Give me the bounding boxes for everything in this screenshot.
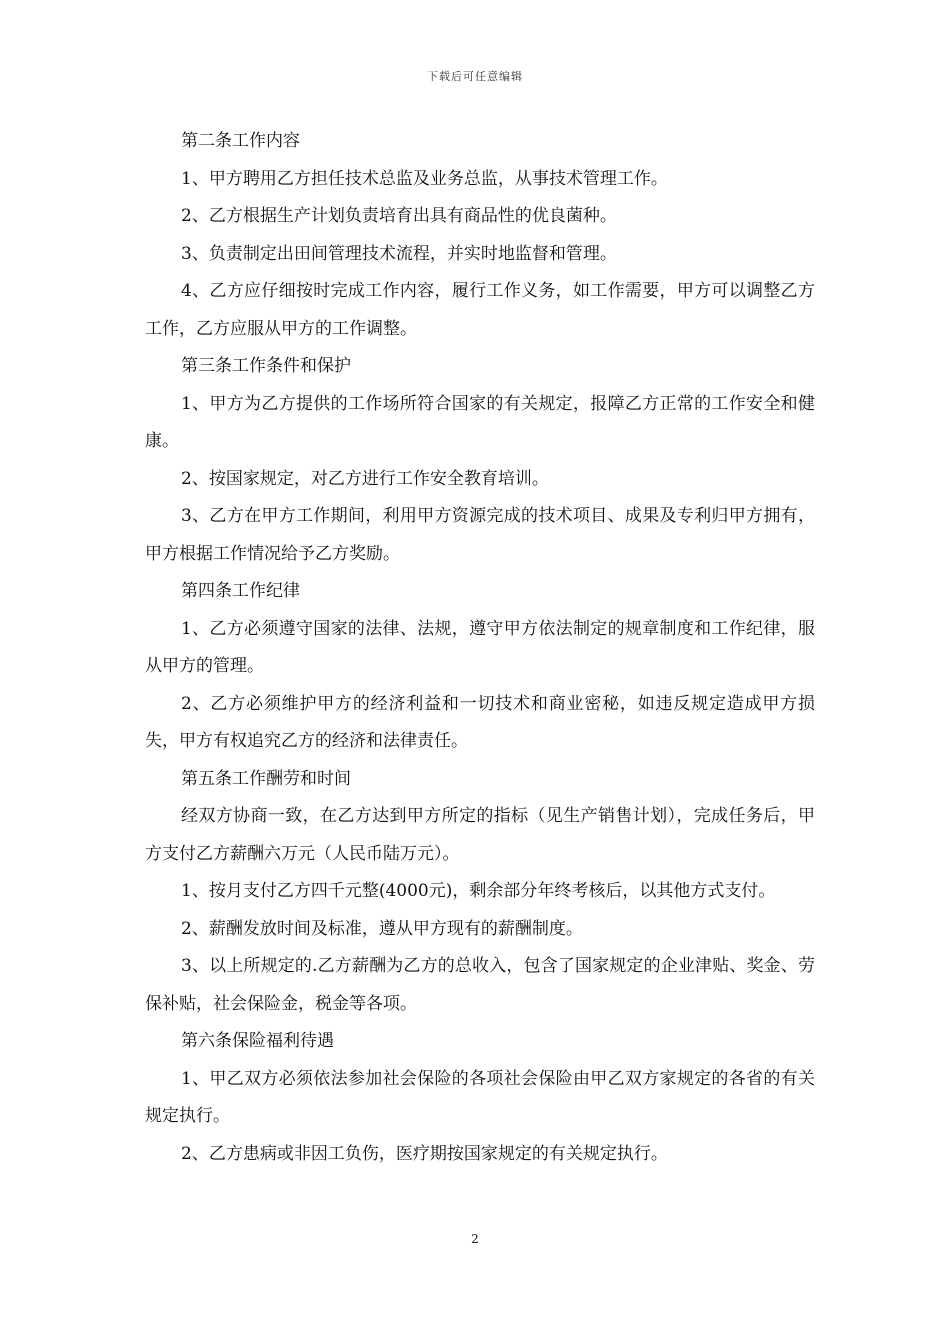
page-header-note: 下载后可任意编辑 <box>427 70 523 83</box>
clause-heading-4: 第四条工作纪律 <box>181 581 300 601</box>
clause-5-item-1: 1、按月支付乙方四千元整(4000元)，剩余部分年终考核后，以其他方式支付。 <box>181 881 776 901</box>
clause-heading-5: 第五条工作酬劳和时间 <box>181 768 351 789</box>
clause-5-intro: 经双方协商一致，在乙方达到甲方所定的指标（见生产销售计划），完成任务后，甲方支付乙方薪酬六万元（人民币陆万元）。 <box>145 806 815 864</box>
clause-6-item-1: 1、甲乙双方必须依法参加社会保险的各项社会保险由甲乙双方家规定的各省的有关规定执行。 <box>145 1068 815 1126</box>
clause-heading-6: 第六条保险福利待遇 <box>181 1031 334 1051</box>
clause-2-item-4: 4、乙方应仔细按时完成工作内容，履行工作义务，如工作需要，甲方可以调整乙方工作，乙方应服从甲方的工作调整。 <box>145 281 815 339</box>
clause-2-item-3: 3、负责制定出田间管理技术流程，并实时地监督和管理。 <box>181 243 617 264</box>
clause-heading-3: 第三条工作条件和保护 <box>181 356 351 376</box>
clause-3-item-3: 3、乙方在甲方工作期间，利用甲方资源完成的技术项目、成果及专利归甲方拥有，甲方根据工作情况给予乙方奖励。 <box>145 506 815 564</box>
clause-2-item-1: 1、甲方聘用乙方担任技术总监及业务总监，从事技术管理工作。 <box>181 168 668 189</box>
clause-5-item-2: 2、薪酬发放时间及标准，遵从甲方现有的薪酬制度。 <box>181 918 583 939</box>
page-number: 2 <box>471 1232 479 1246</box>
clause-3-item-2: 2、按国家规定，对乙方进行工作安全教育培训。 <box>181 468 549 489</box>
clause-5-item-3: 3、以上所规定的.乙方薪酬为乙方的总收入，包含了国家规定的企业津贴、奖金、劳保补贴，社会保险金，税金等各项。 <box>145 956 815 1014</box>
clause-6-item-2: 2、乙方患病或非因工负伤，医疗期按国家规定的有关规定执行。 <box>181 1143 668 1164</box>
clause-heading-2: 第二条工作内容 <box>181 131 300 151</box>
clause-4-item-2: 2、乙方必须维护甲方的经济利益和一切技术和商业密秘，如违反规定造成甲方损失，甲方有权追究乙方的经济和法律责任。 <box>145 693 815 751</box>
clause-2-item-2: 2、乙方根据生产计划负责培育出具有商品性的优良菌种。 <box>181 206 617 226</box>
clause-3-item-1: 1、甲方为乙方提供的工作场所符合国家的有关规定，报障乙方正常的工作安全和健康。 <box>145 393 815 451</box>
document-body <box>145 123 815 1173</box>
clause-4-item-1: 1、乙方必须遵守国家的法律、法规，遵守甲方依法制定的规章制度和工作纪律，服从甲方的管理。 <box>145 618 815 676</box>
